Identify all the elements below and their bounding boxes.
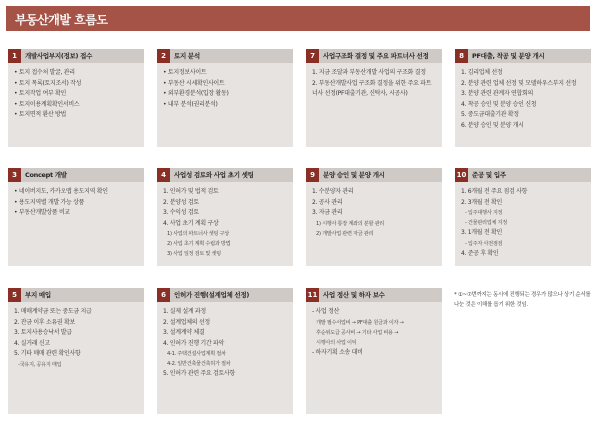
step-number-badge: 11 bbox=[306, 288, 319, 302]
step-item: 3. 설계계약 체결 bbox=[163, 329, 205, 336]
step-card-header bbox=[306, 49, 442, 63]
step-item: 1. 실제 설계 과정 bbox=[163, 308, 206, 315]
step-title: 분양 승인 및 분양 개시 bbox=[323, 171, 385, 179]
step-item: 2. 분양 관련 업체 선정 및 모델하우스부지 선정 bbox=[461, 79, 577, 87]
step-card-header bbox=[8, 49, 144, 63]
step-item: 개발 필수서업비 → PF대출 원금과 이자 → bbox=[316, 319, 404, 326]
step-title: 사업구조화 결정 및 주요 파트너사 선정 bbox=[323, 52, 429, 60]
step-item: 2. 설계업체의 선정 bbox=[163, 318, 210, 326]
step-item: • 토지이용계획확인서비스 bbox=[14, 100, 138, 111]
step-title: 부지 매입 bbox=[25, 291, 51, 299]
step-card-body bbox=[8, 63, 144, 147]
step-item: 4-1. 주택건설사업계획 절차 bbox=[167, 351, 226, 357]
step-item: - 하자기획 소송 대비 bbox=[312, 348, 363, 356]
step-item: • 토지면적 환산 방법 bbox=[14, 110, 138, 121]
step-item: • 부동산개발상품 비교 bbox=[14, 208, 138, 219]
step-item: • 토지작업 여부 확인 bbox=[14, 89, 138, 100]
step-item: 1. 지금 조달과 부동산개발 사업의 구조화 결정 bbox=[312, 69, 426, 76]
step-item: 5. 기타 매매 관련 확인사항 bbox=[14, 350, 81, 357]
step-item: • 용도지역별 개발 가능 상품 bbox=[14, 198, 138, 209]
step-item: - 입주대행사 지정 bbox=[465, 210, 503, 216]
step-item: 시행사의 사업 이익 bbox=[316, 339, 357, 346]
step-title: 인허가 진행(설계업체 선정) bbox=[174, 291, 250, 299]
step-card-header bbox=[455, 168, 591, 182]
page-title: 부동산개발 흐름도 bbox=[15, 13, 108, 27]
step-card-header bbox=[455, 49, 591, 63]
step-item: 4. 준공 후 확인 bbox=[461, 249, 499, 257]
step-item: - 사업 정산 bbox=[312, 308, 340, 315]
step-card-header bbox=[306, 288, 442, 302]
step-number-badge: 1 bbox=[8, 49, 21, 63]
step-title: 사업 정산 및 하자 보수 bbox=[323, 291, 385, 299]
step-item: 6. 분양 승인 및 분양 개시 bbox=[461, 121, 524, 129]
step-card-1 bbox=[8, 49, 144, 147]
step-card-8 bbox=[455, 49, 591, 147]
step-item: 1) 시행사 통장 계좌의 분할 관리 bbox=[316, 220, 385, 227]
step-card-body bbox=[157, 63, 293, 147]
step-item: 후순위도급 공사비 → 기타 사업 비용 → bbox=[316, 329, 399, 336]
step-card-body bbox=[157, 302, 293, 414]
footnote: * ①~⑦번까지는 동시에 진행되는 경우가 많으나 상기 순서를 나눈 것은 이해를 돕기 위한 것임. bbox=[454, 292, 591, 308]
step-card-10 bbox=[455, 168, 591, 266]
step-card-4 bbox=[157, 168, 293, 266]
step-card-header bbox=[8, 168, 144, 182]
step-item: 5. 중도금대출기관 확정 bbox=[461, 111, 519, 118]
step-number-badge: 8 bbox=[455, 49, 468, 63]
step-card-header bbox=[157, 49, 293, 63]
step-card-header bbox=[157, 288, 293, 302]
step-number-badge: 4 bbox=[157, 168, 170, 182]
step-item: • 내부 분석(권리분석) bbox=[163, 100, 287, 111]
step-item: 4-2. 일반건축물건축허가 절차 bbox=[167, 361, 231, 367]
step-card-header bbox=[8, 288, 144, 302]
step-item: -국유지, 공유지 매입 bbox=[18, 361, 62, 368]
step-card-body bbox=[306, 63, 442, 147]
step-item: • 네이버지도, 카카오맵 용도지역 확인 bbox=[14, 187, 138, 198]
step-item: 2. 공사 관리 bbox=[312, 198, 343, 206]
step-card-6 bbox=[157, 288, 293, 414]
step-card-body bbox=[8, 302, 144, 414]
step-item: • 토지정보사이트 bbox=[163, 68, 287, 79]
step-number-badge: 3 bbox=[8, 168, 21, 182]
step-item: - 입주자 사전점검 bbox=[465, 240, 503, 247]
step-item: 1. 김리업체 선정 bbox=[461, 69, 503, 76]
step-item: 3. 1개월 전 확인 bbox=[461, 229, 502, 236]
step-item: 1. 6개월 전 주요 점검 사항 bbox=[461, 188, 528, 195]
step-card-body bbox=[8, 182, 144, 266]
step-card-body bbox=[157, 182, 293, 266]
step-number-badge: 9 bbox=[306, 168, 319, 182]
step-title: 개발사업부지(정보) 접수 bbox=[25, 52, 93, 60]
step-item: • 부동산 시세확인사이트 bbox=[163, 79, 287, 90]
title-bar bbox=[6, 6, 590, 31]
step-item: 2) 개발사업 관련 자금 관리 bbox=[316, 230, 374, 237]
step-card-header bbox=[157, 168, 293, 182]
step-title: 토지 분석 bbox=[174, 52, 200, 60]
step-card-5 bbox=[8, 288, 144, 414]
step-item: 2. 부동산개발사업 구조화 결정을 위한 주요 파트너사 선정(PF대출기관, 신탁사, 시공사) bbox=[312, 79, 432, 97]
step-card-7 bbox=[306, 49, 442, 147]
step-number-badge: 6 bbox=[157, 288, 170, 302]
step-item: 1) 사업의 파트너사 셋팅 구상 bbox=[167, 231, 229, 237]
step-number-badge: 2 bbox=[157, 49, 170, 63]
step-item: 4. 인허가 진행 기간 파악 bbox=[163, 339, 225, 347]
step-card-3 bbox=[8, 168, 144, 266]
step-item: 4. 사업 초기 계획 구상 bbox=[163, 219, 219, 227]
step-item: 3. 분양 관련 관계자 연합회의 bbox=[461, 90, 534, 97]
step-item: 3. 토지사용승낙서 발급 bbox=[14, 329, 72, 336]
step-item: 2. 분양성 검토 bbox=[163, 198, 199, 206]
step-item: 2) 사업 초기 계획 수립과 방법 bbox=[167, 241, 231, 247]
step-title: PF대출, 착공 및 분양 개시 bbox=[472, 52, 545, 60]
step-title: 준공 및 입주 bbox=[472, 171, 506, 179]
step-item: 3. 수익성 검토 bbox=[163, 209, 199, 216]
step-item: 1. 인허가 및 법적 검토 bbox=[163, 188, 219, 195]
step-card-body bbox=[455, 182, 591, 266]
step-item: • 토지 목록(토지조서) 작성 bbox=[14, 79, 138, 90]
step-card-body bbox=[306, 302, 442, 414]
step-item: 4. 착공 승인 및 분양 승인 신청 bbox=[461, 100, 537, 108]
step-card-body bbox=[455, 63, 591, 147]
step-item: 1. 수분양자 관리 bbox=[312, 188, 354, 195]
step-item: 3) 사업 일정 검토 및 셋팅 bbox=[167, 251, 221, 257]
step-card-11 bbox=[306, 288, 442, 414]
step-number-badge: 5 bbox=[8, 288, 21, 302]
step-card-2 bbox=[157, 49, 293, 147]
step-title: Concept 개발 bbox=[25, 171, 67, 179]
step-card-9 bbox=[306, 168, 442, 266]
step-item: 2. 잔금 이후 소유권 확보 bbox=[14, 318, 76, 326]
step-card-body bbox=[306, 182, 442, 266]
step-item: 1. 매매계약금 또는 중도금 지급 bbox=[14, 308, 92, 315]
step-item: 4. 실거래 신고 bbox=[14, 339, 50, 347]
step-item: • 외부환경분석(입장 활동) bbox=[163, 89, 287, 100]
step-item: 3. 자금 관리 bbox=[312, 209, 343, 216]
step-item: 5. 인허가 관련 주요 검토사항 bbox=[163, 370, 236, 377]
step-item: 2. 3개월 전 확인 bbox=[461, 198, 502, 206]
step-number-badge: 10 bbox=[455, 168, 468, 182]
step-card-header bbox=[306, 168, 442, 182]
step-title: 사업성 검토와 사업 초기 셋팅 bbox=[174, 171, 254, 179]
step-item: - 건물관리업체 지정 bbox=[465, 220, 507, 226]
step-number-badge: 7 bbox=[306, 49, 319, 63]
step-item: • 토지 접수처 발굴, 관리 bbox=[14, 68, 138, 79]
